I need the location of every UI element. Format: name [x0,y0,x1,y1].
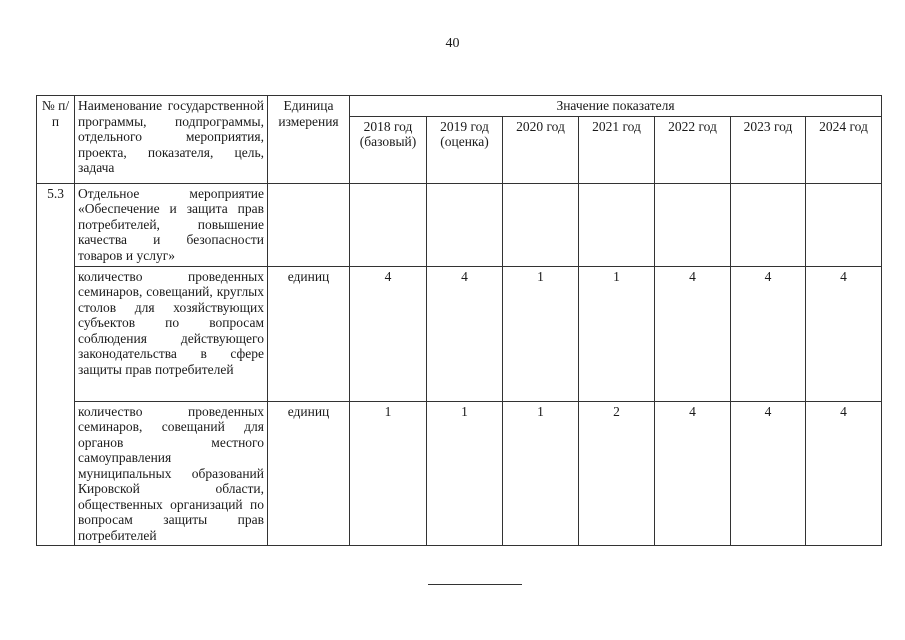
row-value [427,183,503,266]
header-year: 2024 год [806,116,882,183]
row-number: 5.3 [37,183,75,546]
row-value [806,183,882,266]
row-name: количество проведенных семинаров, совещаний, круглых столов для хозяйствующих субъектов по вопросам соблюдения действующего законодательства в сфере защиты прав потребителей [75,266,268,401]
row-value: 4 [427,266,503,401]
row-value: 4 [806,266,882,401]
header-num: № п/п [37,96,75,184]
row-value: 4 [655,401,731,546]
row-value: 4 [731,266,806,401]
row-value: 1 [503,401,579,546]
row-value [655,183,731,266]
row-value: 2 [579,401,655,546]
header-value-group: Значение показателя [350,96,882,117]
table-row [37,266,882,401]
row-value: 1 [579,266,655,401]
row-value [350,183,427,266]
row-value: 1 [427,401,503,546]
row-value: 4 [731,401,806,546]
header-year: 2019 год (оценка) [427,116,503,183]
row-value: 1 [350,401,427,546]
indicators-table [36,95,882,546]
row-name: Отдельное мероприятие «Обеспечение и защита прав потребителей, повышение качества и безопасности товаров и услуг» [75,183,268,266]
header-name: Наименование государственной программы, подпрограммы, отдельного мероприятия, проекта, показателя, цель, задача [75,96,268,184]
row-value: 4 [655,266,731,401]
footer-rule [428,584,522,585]
header-year: 2020 год [503,116,579,183]
header-row-1 [37,96,882,117]
header-year: 2023 год [731,116,806,183]
header-year: 2022 год [655,116,731,183]
row-value: 4 [806,401,882,546]
page-number: 40 [445,36,460,51]
row-unit: единиц [268,266,350,401]
header-year: 2021 год [579,116,655,183]
row-unit [268,183,350,266]
row-unit: единиц [268,401,350,546]
row-value [731,183,806,266]
row-value [503,183,579,266]
header-unit: Единица измерения [268,96,350,184]
row-value: 1 [503,266,579,401]
row-value: 4 [350,266,427,401]
table-row [37,401,882,546]
header-year: 2018 год (базовый) [350,116,427,183]
row-name: количество проведенных семинаров, совещаний для органов местного самоуправления муниципальных образований Кировской области, общественных организаций по вопросам защиты прав потребителей [75,401,268,546]
row-value [579,183,655,266]
table-row [37,183,882,266]
